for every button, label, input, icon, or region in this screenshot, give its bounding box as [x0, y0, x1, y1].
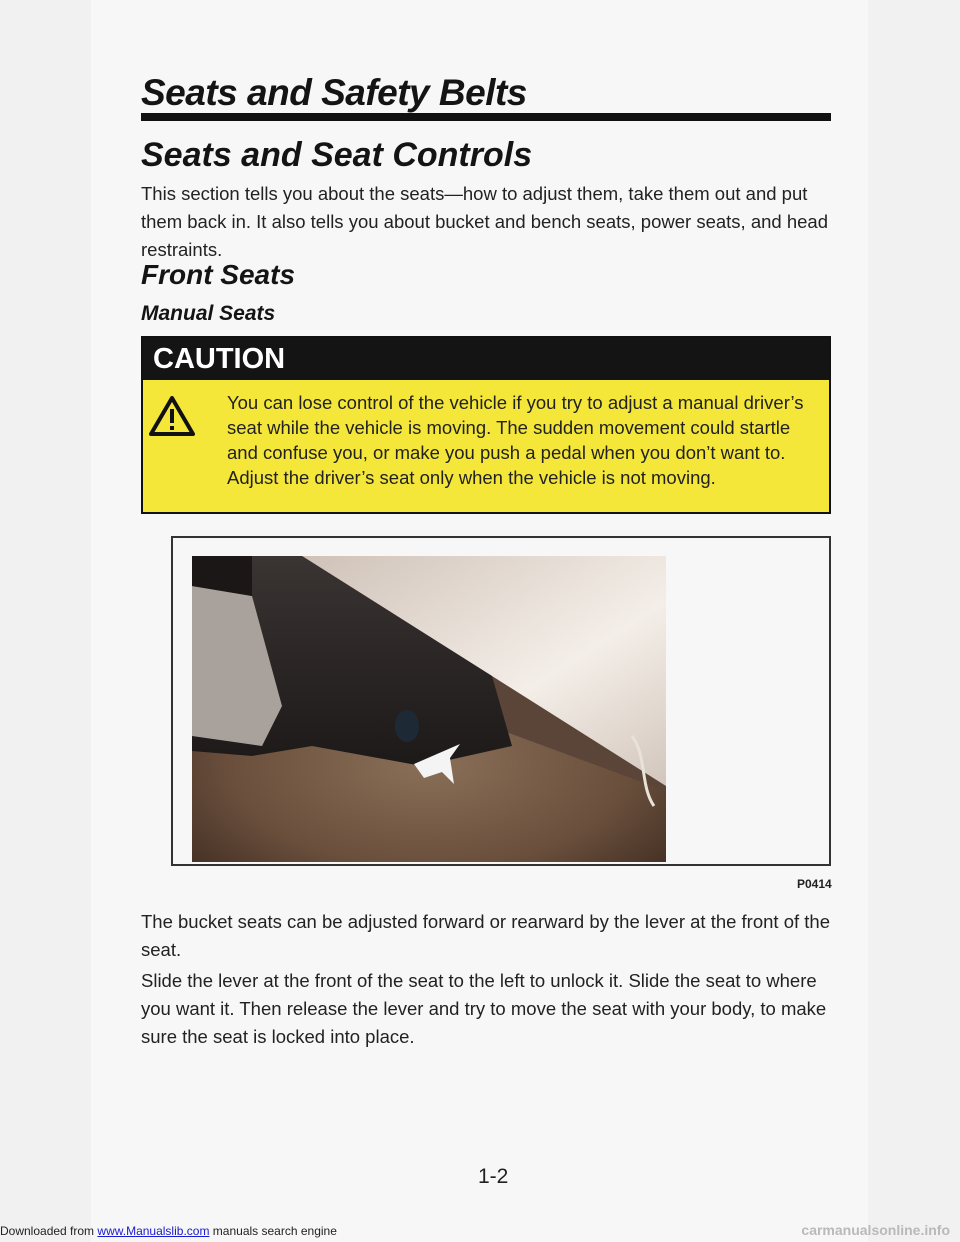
heading-main: Seats and Seat Controls: [141, 136, 533, 174]
seat-lever-photo: [192, 556, 666, 862]
footer-suffix: manuals search engine: [212, 1224, 337, 1238]
subsubheading: Manual Seats: [141, 302, 276, 325]
intro-paragraph: This section tells you about the seats—how to adjust them, take them out and put them back in. It also tells you about bucket and bench seats, power seats, and head restraints.: [141, 183, 828, 260]
caution-title: CAUTION: [143, 338, 829, 380]
page-number: 1-2: [478, 1165, 509, 1188]
caution-box: [141, 336, 831, 514]
figure-frame: [171, 536, 831, 866]
download-footer: [0, 1220, 960, 1242]
warning-triangle-icon: [149, 396, 195, 436]
caution-text: You can lose control of the vehicle if you try to adjust a manual driver’s seat while the vehicle is moving. The sudden movement could startle and confuse you, or make you push a pedal when you don’t want to. Adjust the driver’s seat only when the vehicle is not moving.: [227, 392, 804, 488]
title-rule: [141, 113, 831, 121]
figure-id: P0414: [797, 877, 832, 891]
footer-text: [0, 1224, 337, 1238]
paragraph-slide-lever: Slide the lever at the front of the seat to the left to unlock it. Slide the seat to where you want it. Then release the lever and try to move the seat with your body, to make sure the seat is locked into place.: [141, 970, 827, 1047]
paragraph-bucket-seats: The bucket seats can be adjusted forward or rearward by the lever at the front of the seat.: [141, 911, 830, 960]
watermark: carmanualsonline.info: [801, 1222, 950, 1238]
subheading: Front Seats: [141, 259, 296, 290]
section-title: Seats and Safety Belts: [141, 72, 527, 113]
footer-prefix: Downloaded from: [0, 1224, 95, 1238]
manualslib-link[interactable]: www.Manualslib.com: [97, 1224, 210, 1238]
